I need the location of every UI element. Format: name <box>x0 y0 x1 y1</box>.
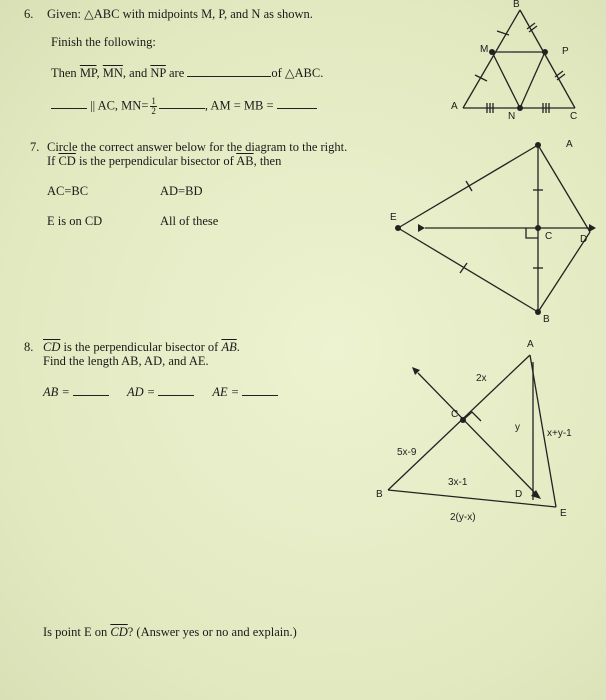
q6-label-n: N <box>508 111 516 122</box>
q7-label-c: C <box>545 231 553 242</box>
answer-blank-2[interactable] <box>51 98 87 109</box>
q8-line-cd: $\overline{CD}$ <box>43 340 61 354</box>
arrow-left-icon <box>418 224 425 232</box>
fraction-numerator: 1 <box>151 96 156 106</box>
q6-label-b: B <box>513 0 520 10</box>
side-ba <box>463 10 520 108</box>
arrow-right-icon <box>589 224 596 232</box>
q6-parallel-text: || AC, MN= <box>90 98 149 113</box>
q6-number: 6. <box>24 7 34 21</box>
arrow-down-right-icon <box>531 490 541 499</box>
ab-answer-blank[interactable] <box>73 385 109 396</box>
segment-np: $\overline{NP}$ <box>150 66 166 80</box>
segment-mn: $\overline{MN}$ <box>102 66 123 80</box>
answer-blank-1[interactable] <box>187 66 271 77</box>
q6-given-text: Given: △ABC with midpoints M, P, and N as shown. <box>47 7 313 21</box>
q8-statement <box>43 341 240 354</box>
option-ad-bd[interactable]: AD=BD <box>160 184 203 198</box>
line-cd-q8 <box>418 373 535 493</box>
q8-label-e: E <box>560 508 567 519</box>
label-2-y-x: 2(y-x) <box>450 512 476 523</box>
ad-label: AD = <box>127 385 156 399</box>
label-5x-9: 5x-9 <box>397 447 417 458</box>
q7-instruction: Circle the correct answer below for the diagram to the right. <box>47 140 348 154</box>
q8-question-cd: $\overline{CD}$ <box>110 625 128 639</box>
point-b <box>535 309 541 315</box>
q6-sep2: , and <box>122 66 151 80</box>
q7-perp-text: is the perpendicular bisector of <box>75 154 237 168</box>
q6-label-a: A <box>451 101 458 112</box>
segment-mn-line <box>492 52 520 108</box>
one-half-fraction <box>150 97 157 116</box>
ab-label: AB = <box>43 385 70 399</box>
ae-answer-blank[interactable] <box>242 385 278 396</box>
ad-answer-blank[interactable] <box>158 385 194 396</box>
segment-ae <box>530 355 556 507</box>
q8-segment-ab: $\overline{AB}$ <box>221 340 237 354</box>
segment-be <box>388 490 556 507</box>
segment-ad <box>538 145 590 232</box>
q8-label-c: C <box>451 409 459 420</box>
point-n <box>517 105 523 111</box>
q6-are-text: are <box>165 66 185 80</box>
q6-then-text: Then <box>51 66 80 80</box>
q6-finish-text: Finish the following: <box>51 35 156 49</box>
q7-number: 7. <box>30 140 40 154</box>
ae-label: AE = <box>212 385 240 399</box>
q6-of-abc-text: of △ABC. <box>271 66 324 80</box>
q6-sep1: , <box>96 66 103 80</box>
point-m <box>489 49 495 55</box>
label-2x: 2x <box>476 373 487 384</box>
q7-label-e: E <box>390 212 397 223</box>
q6-am-mb-text: , AM = MB = <box>204 98 277 113</box>
q6-label-p: P <box>562 46 569 57</box>
q8-number: 8. <box>24 340 34 354</box>
point-e <box>395 225 401 231</box>
q8-period: . <box>236 340 240 354</box>
q8-label-a: A <box>527 339 534 350</box>
q6-line2 <box>51 97 317 116</box>
q8-explain-text: ? (Answer yes or no and explain.) <box>127 625 297 639</box>
q7-label-d: D <box>580 234 588 245</box>
q7-condition <box>47 155 281 168</box>
q7-label-b: B <box>543 314 550 325</box>
q8-find-text: Find the length AB, AD, and AE. <box>43 354 209 368</box>
q8-question <box>43 626 297 639</box>
fraction-denominator: 2 <box>151 106 156 116</box>
answer-blank-3[interactable] <box>159 98 205 109</box>
label-x-y-1: x+y-1 <box>547 428 572 439</box>
segment-ab-q8 <box>388 355 530 490</box>
q6-label-m: M <box>480 44 489 55</box>
arrow-up-left-icon <box>412 367 420 375</box>
point-c-q8 <box>460 417 466 423</box>
segment-ab: $\overline{AB}$ <box>236 154 254 168</box>
segment-eb <box>398 228 538 312</box>
q8-label-b: B <box>376 489 383 500</box>
point-p <box>542 49 548 55</box>
q7-label-a: A <box>566 139 573 150</box>
segment-mp: $\overline{MP}$ <box>79 66 97 80</box>
side-bc <box>520 10 575 108</box>
q6-label-c: C <box>570 111 578 122</box>
q7-if-text: If <box>47 154 59 168</box>
option-e-on-cd[interactable]: E is on CD <box>47 214 103 228</box>
label-y: y <box>515 422 520 433</box>
q8-answers-row <box>43 385 278 399</box>
option-ac-bc[interactable]: AC=BC <box>47 184 89 198</box>
label-3x-1: 3x-1 <box>448 477 468 488</box>
q6-line1 <box>51 66 323 80</box>
option-all-of-these[interactable]: All of these <box>160 214 219 228</box>
segment-np-line <box>520 52 545 108</box>
q8-label-d: D <box>515 489 523 500</box>
line-cd: $\overline{CD}$ <box>58 154 76 168</box>
q8-perp-text: is the perpendicular bisector of <box>60 340 222 354</box>
q8-is-point-e-text: Is point E on <box>43 625 111 639</box>
answer-blank-4[interactable] <box>277 98 317 109</box>
point-a <box>535 142 541 148</box>
point-c <box>535 225 541 231</box>
segment-ae <box>398 145 538 228</box>
q7-then-text: , then <box>253 154 282 168</box>
